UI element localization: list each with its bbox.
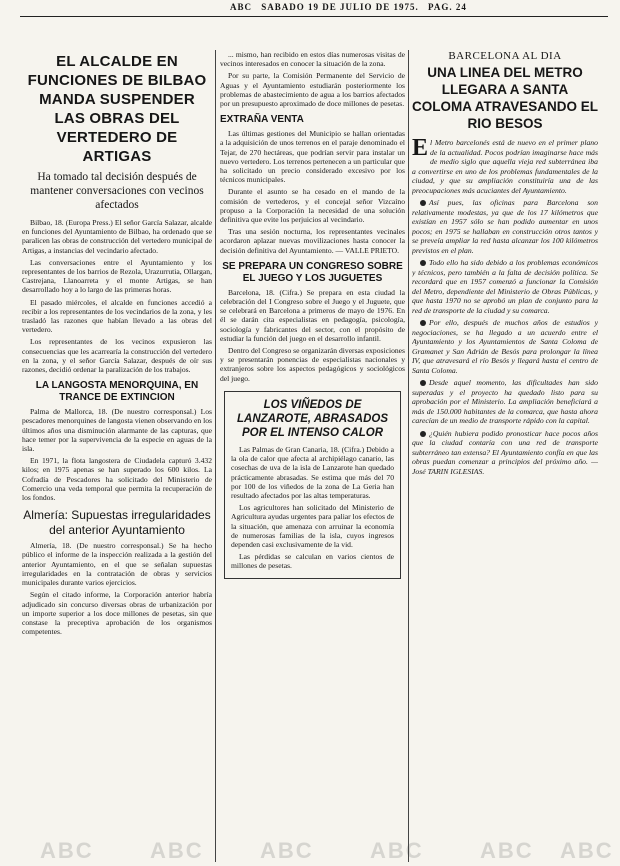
paragraph: Las pérdidas se calculan en varios cientos de millones de pesetas.	[231, 552, 394, 571]
column-rule	[408, 50, 409, 862]
paragraph: Bilbao, 18. (Europa Press.) El señor García Salazar, alcalde en funciones del Ayuntamiento de Bilbao, ha ordenado que se paralicen las obras de construcción del vertedero municipal de Artigas, a instancias del vecindario afectado.	[22, 218, 212, 255]
paragraph: Los representantes de los vecinos expusieron las consecuencias que les acarrearía la construcción del vertedero en la zona, y el señor García Salazar, después de oír sus razones, decidió ordenar la paralización de los trabajos.	[22, 337, 212, 375]
paragraph: Las Palmas de Gran Canaria, 18. (Cifra.) Debido a la ola de calor que afecta al archipiélago canario, las cosechas de uva de la isla de Lanzarote han quedado prácticamente abrasadas. Se estima que más del 70 por 100 de los viñedos de la zona de La Geria han resultado afectados por las altas temperaturas.	[231, 444, 394, 500]
left-dek: Ha tomado tal decisión después de mantener conversaciones con vecinos afectados	[30, 171, 204, 211]
paragraph: Las últimas gestiones del Municipio se hallan orientadas a la adquisición de unos terrenos en el paraje denominado el Tejar, de 270 hectáreas, que podrían servir para instalar un nuevo vertedero. Los terrenos pertenecen a un particular que ha solicitado un precio considerado excesivo por los técnicos municipales.	[220, 129, 405, 185]
watermark: ABC	[480, 838, 534, 863]
left-column	[22, 50, 212, 862]
drop-cap: E	[412, 135, 429, 161]
watermark: ABC	[370, 838, 424, 863]
middle-column	[220, 50, 405, 862]
paragraph: Según el citado informe, la Corporación anterior habría adjudicado sin concurso diversas obras de urbanización por un importe superior a los doce millones de pesetas, sin que constase la preceptiva aprobación de los organismos competentes.	[22, 590, 212, 637]
masthead-page: PAG. 24	[428, 2, 467, 12]
paragraph: Palma de Mallorca, 18. (De nuestro corresponsal.) Los pescadores menorquines de langosta vienen observando en los últimos años una disminución alarmante de las capturas, que hace temer por la supervivencia de la especie en aguas de la isla.	[22, 407, 212, 454]
paragraph: Por su parte, la Comisión Permanente del Servicio de Aguas y el Ayuntamiento estudiarán posteriormente los problemas de abastecimiento de agua a los barrios afectados por un presupuesto aproximado de doce millones de pesetas.	[220, 71, 405, 109]
paragraph: ¿Quién hubiera podido pronosticar hace pocos años que la ciudad contaría con una red de transporte subterráneo tan extensa? El Ayuntamiento confía en que las obras puedan comenzar a principios del próximo año. — José TARIN IGLESIAS.	[412, 428, 598, 476]
paragraph: Los agricultores han solicitado del Ministerio de Agricultura ayudas urgentes para paliar los efectos de la situación, que amenaza con arruinar la economía de numerosas familias de la isla, cuyos ingresos dependen casi exclusivamente de la vid.	[231, 503, 394, 549]
paragraph: El pasado miércoles, el alcalde en funciones accedió a recibir a los representantes de los vecindarios de la zona, y les trasladó las razones que habían llevado a las obras del vertedero.	[22, 297, 212, 335]
paragraph: Así pues, las oficinas para Barcelona son relativamente modestas, ya que de los 17 kilómetros que existían en 1957 sólo se han podido aumentar en unos pocos; en 1975 se hallaban en construcción otros tantos y se preveía ampliar la red hasta alcanzar los 100 kilómetros previstos en el plan.	[412, 198, 598, 255]
middle-subhead-venta: EXTRAÑA VENTA	[220, 114, 304, 126]
paragraph: En 1971, la flota langostera de Ciudadela capturó 3.432 kilos; en 1975 apenas se han superado los 600 kilos. La Cofradía de Pescadores ha solicitado del Ministerio de Comercio una veda temporal que permita la recuperación de los fondos.	[22, 456, 212, 503]
left-headline: EL ALCALDE EN FUNCIONES DE BILBAO MANDA SUSPENDER LAS OBRAS DEL VERTEDERO DE ARTIGAS	[27, 53, 207, 165]
right-column	[412, 50, 598, 862]
paragraph: Desde aquel momento, las dificultades han sido superadas y el proyecto ha quedado listo para su aprobación por el Ministerio. La ampliación beneficiará a más de 150.000 habitantes de la comarca, que hasta ahora carecían de un medio de transporte rápido con la capital.	[412, 378, 598, 425]
masthead-paper: ABC	[230, 2, 253, 12]
masthead-rule	[20, 16, 608, 17]
masthead-date: SABADO 19 DE JULIO DE 1975.	[261, 2, 419, 12]
masthead	[230, 2, 600, 16]
left-subhead-langosta: LA LANGOSTA MENORQUINA, EN TRANCE DE EXTINCION	[35, 380, 199, 404]
paragraph: Durante el asunto se ha cesado en el mando de la comisión de vertederos, y el concejal señor Vizcaíno propuso a la Corporación la necesidad de una solución definitiva que evite los perjuicios al vecindario.	[220, 187, 405, 225]
column-rule	[215, 50, 216, 862]
right-kicker: BARCELONA AL DIA	[448, 50, 562, 62]
paragraph: ... mismo, han recibido en estos días numerosas visitas de vecinos interesados en conocer la situación de la zona.	[220, 50, 405, 69]
paragraph: Por ello, después de muchos años de estudios y negociaciones, se ha llegado a un acuerdo entre el Ayuntamiento y los Ayuntamientos de Santa Coloma de Gramanet y San Adrián de Besós para prolongar la línea IV, que atravesará el río Besós y llegará hasta el centro de Santa Coloma.	[412, 318, 598, 375]
paragraph: Las conversaciones entre el Ayuntamiento y los representantes de los barrios de Rezola, Urazurrutia, Ollargan, Castrejana, Llanoarreta y el monte Artigas, se han desarrollado hoy a lo largo de las primeras horas.	[22, 257, 212, 295]
right-headline: UNA LINEA DEL METRO LLEGARA A SANTA COLOMA ATRAVESANDO EL RIO BESOS	[412, 65, 598, 131]
paragraph: Todo ello ha sido debido a los problemas económicos y técnicos, pero también a la falta de decisión política. Se recordará que en 1957 comenzó a funcionar la Comisión del Metro, dependiente del Ministerio de Obras Públicas, y que hasta 1970 no se aprobó un plan de conjunto para la red de transporte de la ciudad y su comarca.	[412, 258, 598, 315]
left-subhead-almeria: Almería: Supuestas irregularidades del anterior Ayuntamiento	[23, 508, 211, 538]
watermark: ABC	[260, 838, 314, 863]
bullet-icon	[420, 431, 426, 437]
watermark: ABC	[560, 838, 614, 863]
lead-paragraph: El Metro barcelonés está de nuevo en el primer plano de la actualidad. Pocos podrían imaginarse hace más de medio siglo que aquella vieja red subterránea iba a convertirse en uno de los problemas fundamentales de la ciudad, y que su ampliación constituiría una de las preocupaciones más acuciantes del Ayuntamiento.	[412, 135, 598, 195]
box-headline: LOS VIÑEDOS DE LANZAROTE, ABRASADOS POR EL INTENSO CALOR	[237, 398, 388, 439]
bullet-icon	[420, 380, 426, 386]
paragraph: Tras una sesión nocturna, los representantes vecinales acordaron aplazar nuevas movilizaciones hasta conocer la decisión definitiva del Ayuntamiento. — VALLE PRIETO.	[220, 227, 405, 255]
paragraph: Barcelona, 18. (Cifra.) Se prepara en esta ciudad la celebración del I Congreso sobre el Juego y el Juguete, que se celebrará en Barcelona a primeros de mayo de 1976. En él se darán cita especialistas en pedagogía, psicología, sociología y fabricantes del sector, con el propósito de estudiar la función del juego en el desarrollo infantil.	[220, 287, 405, 343]
lanzarote-box	[224, 391, 401, 579]
bullet-icon	[420, 200, 426, 206]
bullet-icon	[420, 320, 426, 326]
watermark: ABC	[40, 838, 94, 863]
bullet-icon	[420, 260, 426, 266]
paragraph: Almería, 18. (De nuestro corresponsal.) Se ha hecho público el informe de la inspección realizada a la gestión del anterior Ayuntamiento, en el que se señalan supuestas irregularidades en la contratación de obras y servicios municipales durante varios ejercicios.	[22, 541, 212, 588]
paragraph: Dentro del Congreso se organizarán diversas exposiciones y se presentarán ponencias de especialistas nacionales y extranjeros sobre los aspectos pedagógicos y sociológicos del juego.	[220, 346, 405, 383]
watermark: ABC	[150, 838, 204, 863]
middle-subhead-congreso: SE PREPARA UN CONGRESO SOBRE EL JUEGO Y LOS JUGUETES	[222, 260, 403, 284]
